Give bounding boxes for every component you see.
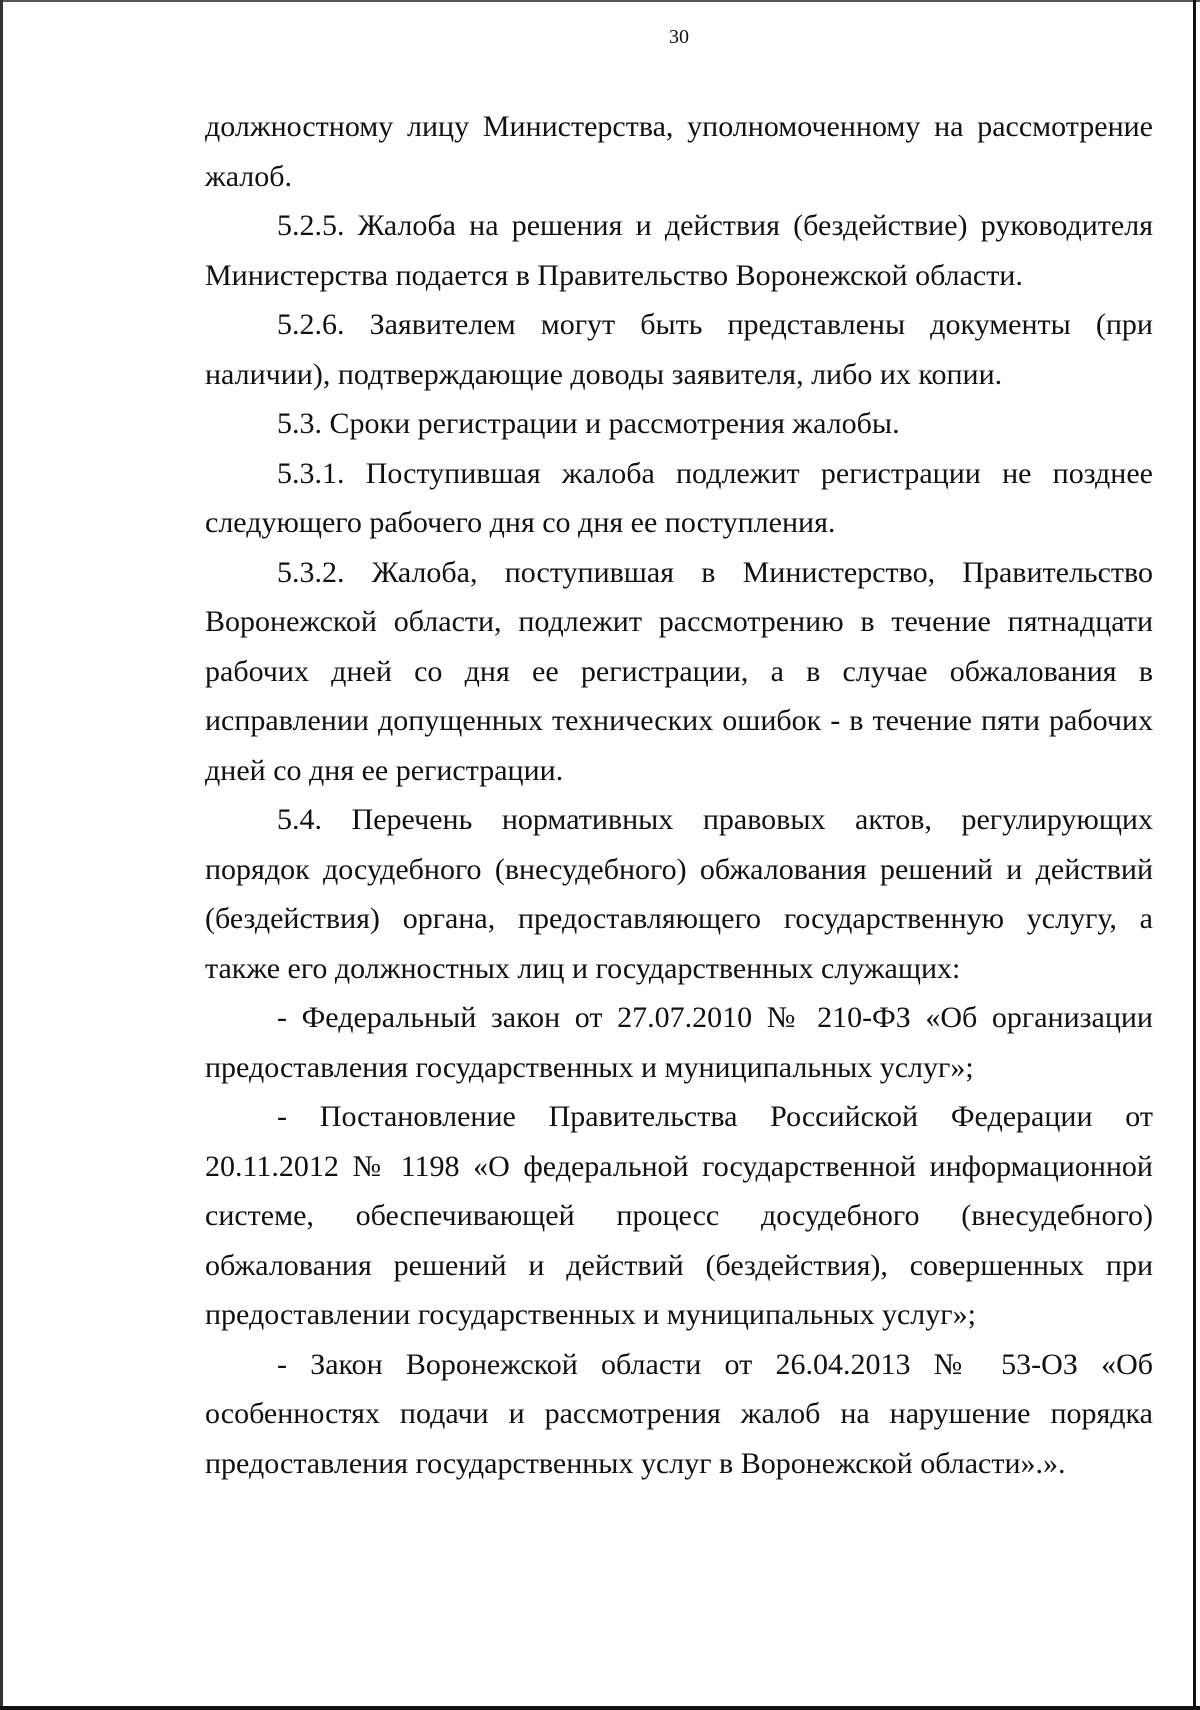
scan-edge-bottom [0, 1706, 1200, 1710]
paragraph-5-2-6: 5.2.6. Заявителем могут быть представлены документы (при наличии), подтверждающие доводы заявителя, либо их копии. [205, 308, 1153, 391]
scan-edge-top [0, 0, 1200, 2]
paragraph-5-3-1: 5.3.1. Поступившая жалоба подлежит регистрации не позднее следующего рабочего дня со дня ее поступления. [205, 456, 1153, 539]
scan-edge-left [0, 0, 3, 1710]
paragraph-5-2-5: 5.2.5. Жалоба на решения и действия (бездействие) руководителя Министерства подается в Правительство Воронежской области. [205, 209, 1153, 292]
scan-edge-right [1193, 0, 1196, 1710]
page-number: 30 [669, 26, 689, 48]
document-body [205, 102, 1153, 1488]
list-item-government-resolution: - Постановление Правительства Российской Федерации от 20.11.2012 № 1198 «О федеральной государственной информационной системе, обеспечивающей процесс досудебного (внесудебного) обжалования решений и действий (бездействия), совершенных при предоставлении государственных и муниципальных услуг»; [205, 1100, 1153, 1331]
paragraph-5-3-2: 5.3.2. Жалоба, поступившая в Министерство, Правительство Воронежской области, подлежит рассмотрению в течение пятнадцати рабочих дней со дня ее регистрации, а в случае обжалования в исправлении допущенных технических ошибок - в течение пяти рабочих дней со дня ее регистрации. [205, 555, 1153, 787]
paragraph-continuation: должностному лицу Министерства, уполномоченному на рассмотрение жалоб. [205, 110, 1153, 193]
list-item-regional-law: - Закон Воронежской области от 26.04.2013 № 53-ОЗ «Об особенностях подачи и рассмотрения жалоб на нарушение порядка предоставления государственных услуг в Воронежской области».». [205, 1347, 1153, 1480]
list-item-federal-law: - Федеральный закон от 27.07.2010 № 210-ФЗ «Об организации предоставления государственных и муниципальных услуг»; [205, 1001, 1153, 1084]
paragraph-5-4: 5.4. Перечень нормативных правовых актов, регулирующих порядок досудебного (внесудебного) обжалования решений и действий (бездействия) органа, предоставляющего государственную услугу, а также его должностных лиц и государственных служащих: [205, 803, 1153, 985]
paragraph-5-3: 5.3. Сроки регистрации и рассмотрения жалобы. [277, 407, 900, 440]
